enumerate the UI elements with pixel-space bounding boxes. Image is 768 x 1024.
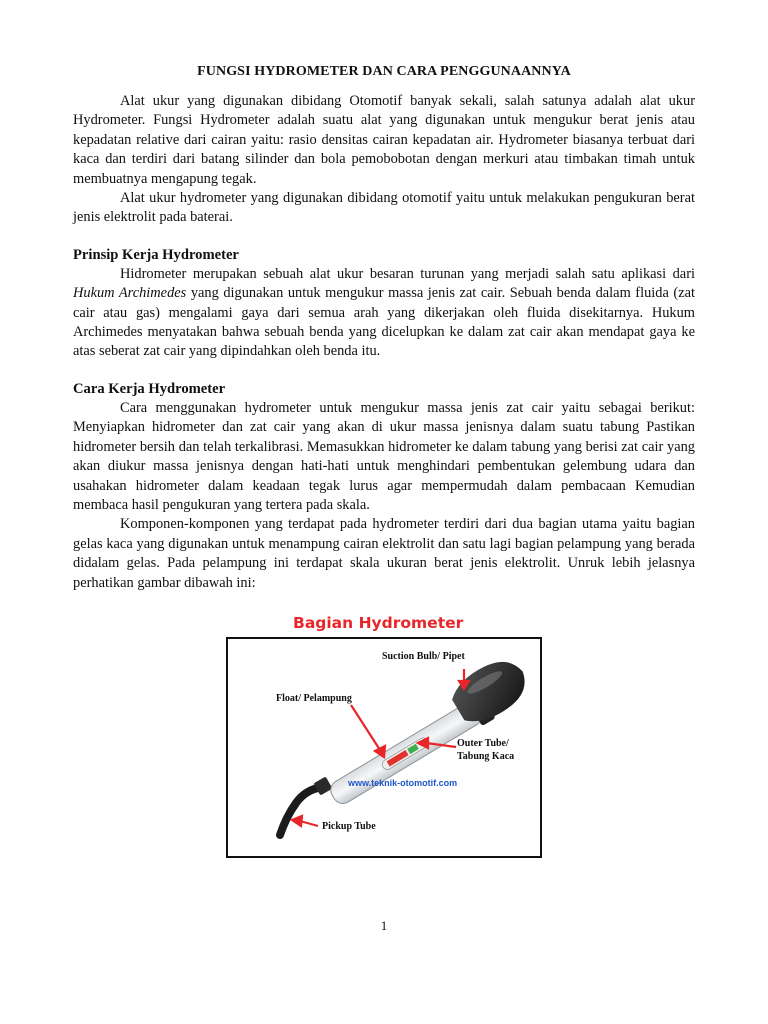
label-float: Float/ Pelampung: [276, 693, 352, 704]
figure-title: Bagian Hydrometer: [293, 614, 464, 632]
label-suction-bulb: Suction Bulb/ Pipet: [382, 651, 465, 662]
pickup-tube-shape: [280, 787, 323, 835]
arrow-pickup-head: [292, 816, 302, 826]
label-outer-tube-1: Outer Tube/: [457, 738, 509, 749]
prinsip-text-b: yang digunakan untuk mengukur massa jenis zat cair. Sebuah benda dalam fluida (zat cair atau gas) mengalami gaya dari semua arah yang dikerjakan oleh fluida disekitarnya. Hukum Archimedes menyatakan bahwa sebuah benda yang dicelupkan ke dalam zat cair akan mendapat gaya ke atas seberat zat cair yang dipindahkan oleh benda itu.: [73, 285, 695, 360]
intro-paragraph-2: Alat ukur hydrometer yang digunakan dibidang otomotif yaitu untuk melakukan pengukuran berat jenis elektrolit pada baterai.: [73, 190, 695, 226]
document-title: FUNGSI HYDROMETER DAN CARA PENGGUNAANNYA: [197, 64, 571, 79]
arrow-float-head: [375, 746, 385, 757]
intro-paragraph-1: Alat ukur yang digunakan dibidang Otomotif banyak sekali, salah satunya adalah alat ukur Hydrometer. Fungsi Hydrometer adalah suatu alat yang digunakan untuk mengukur berat jenis atau kepadatan relative dari cairan yaitu: rasio densitas cairan kepadatan air. Hydrometer biasanya terbuat dari kaca dan terdiri dari batang silinder dan bola pemobobotan dengan merkuri atau timbakan timah untuk membuatnya mengapung tegak.: [73, 93, 695, 187]
hydrometer-figure: [226, 637, 542, 858]
page-number: 1: [380, 918, 388, 933]
arrow-pickup: [300, 821, 318, 826]
prinsip-text-a: Hidrometer merupakan sebuah alat ukur besaran turunan yang merjadi salah satu aplikasi dari: [120, 265, 695, 282]
section-heading-prinsip: Prinsip Kerja Hydrometer: [73, 246, 239, 263]
archimedes-italic: Hukum Archimedes: [73, 285, 187, 302]
watermark-url: www.teknik-otomotif.com: [348, 778, 458, 788]
cara-paragraph-1: Cara menggunakan hydrometer untuk mengukur massa jenis zat cair yaitu sebagai berikut: Menyiapkan hidrometer dan zat cair yang akan di ukur massa jenisnya dalam suatu tabung Pastikan hidrometer bersih dan telah terkalibrasi. Memasukkan hidrometer ke dalam tabung yang berisi zat cair yang akan diukur massa jenisnya dengan hati-hati untuk menghindari pembentukan gelembung udara dan usahakan hidrometer dalam keadaan tegak lurus agar mempermudah dalam pembacaan Kemudian membaca hasil pengukuran yang tertera pada skala.: [73, 399, 695, 513]
prinsip-paragraph: [73, 265, 695, 362]
arrow-float: [351, 705, 380, 750]
section-heading-cara: Cara Kerja Hydrometer: [73, 380, 226, 397]
label-outer-tube-2: Tabung Kaca: [457, 751, 515, 762]
pickup-connector: [313, 776, 332, 795]
label-pickup-tube: Pickup Tube: [322, 821, 376, 832]
document-page: [73, 64, 695, 593]
cara-paragraph-2: Komponen-komponen yang terdapat pada hydrometer terdiri dari dua bagian utama yaitu bagian gelas kaca yang digunakan untuk menampung cairan elektrolit dan satu lagi bagian pelampung yang berada didalam gelas. Pada pelampung ini terdapat skala ukuran berat jenis elektrolit. Unruk lebih jelasnya perhatikan gambar dibawah ini:: [73, 516, 695, 591]
